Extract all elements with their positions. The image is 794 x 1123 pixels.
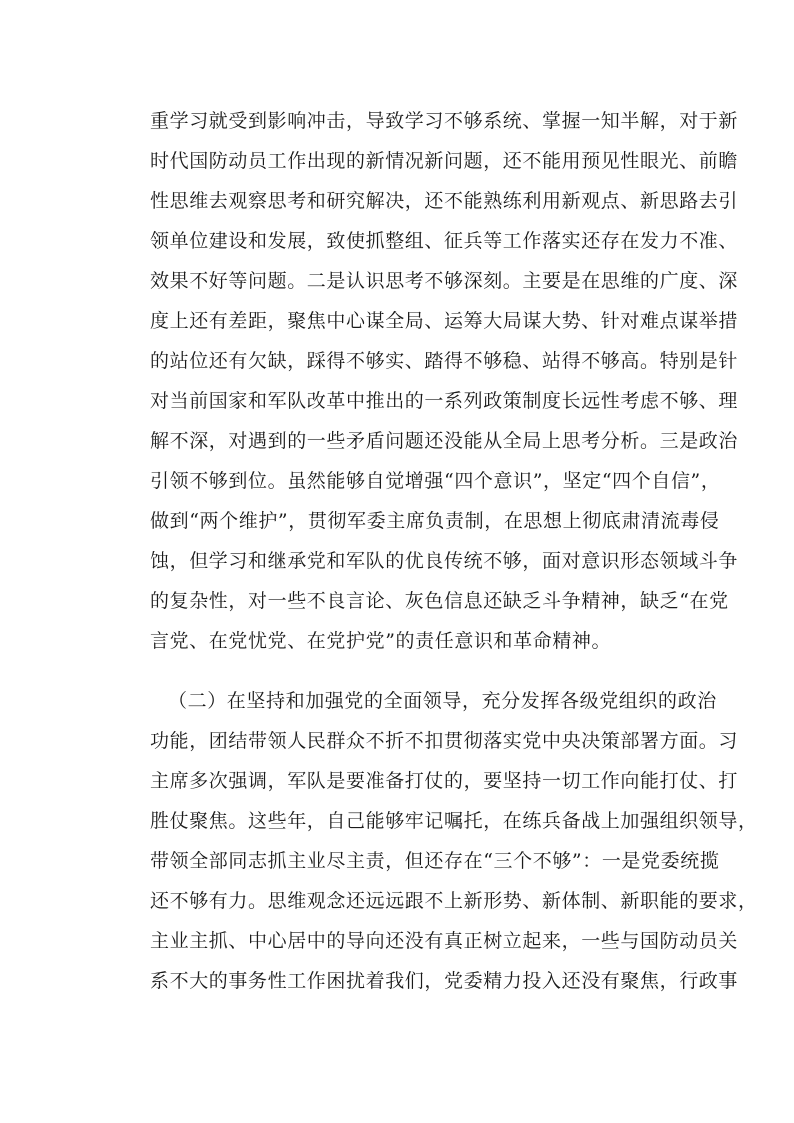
paragraph-line: 主业主抓、中心居中的导向还没有真正树立起来，一些与国防动员关 xyxy=(150,930,739,952)
paragraph-line: 的复杂性，对一些不良言论、灰色信息还缺乏斗争精神，缺乏“在党 xyxy=(150,590,729,612)
paragraph-line: 做到“两个维护”，贯彻军委主席负责制，在思想上彻底肃清流毒侵 xyxy=(150,510,720,532)
paragraph-line: 领单位建设和发展，致使抓整组、征兵等工作落实还存在发力不准、 xyxy=(150,230,739,252)
paragraph-line: 时代国防动员工作出现的新情况新问题，还不能用预见性眼光、前瞻 xyxy=(150,150,739,172)
paragraph-line: 对当前国家和军队改革中推出的一系列政策制度长远性考虑不够、理 xyxy=(150,390,739,412)
paragraph-line: 系不大的事务性工作困扰着我们，党委精力投入还没有聚焦，行政事 xyxy=(150,970,739,992)
paragraph-line: 带领全部同志抓主业尽主责，但还存在“三个不够”：一是党委统揽 xyxy=(150,850,720,872)
paragraph-line: 引领不够到位。虽然能够自觉增强“四个意识”，坚定“四个自信”， xyxy=(150,470,721,492)
paragraph-line: 还不够有力。思维观念还远远跟不上新形势、新体制、新职能的要求， xyxy=(150,890,758,912)
paragraph-line: 蚀，但学习和继承党和军队的优良传统不够，面对意识形态领域斗争 xyxy=(150,550,739,572)
paragraph-line: 主席多次强调，军队是要准备打仗的，要坚持一切工作向能打仗、打 xyxy=(150,770,739,792)
paragraph-line: （二）在坚持和加强党的全面领导，充分发挥各级党组织的政治 xyxy=(168,690,717,712)
paragraph-line: 胜仗聚焦。这些年，自己能够牢记嘱托，在练兵备战上加强组织领导， xyxy=(150,810,758,832)
paragraph-line: 性思维去观察思考和研究解决，还不能熟练利用新观点、新思路去引 xyxy=(150,190,739,212)
paragraph-line: 解不深，对遇到的一些矛盾问题还没能从全局上思考分析。三是政治 xyxy=(150,430,739,452)
paragraph-line: 效果不好等问题。二是认识思考不够深刻。主要是在思维的广度、深 xyxy=(150,270,739,292)
paragraph-line: 言党、在党忧党、在党护党”的责任意识和革命精神。 xyxy=(150,630,612,652)
paragraph-line: 度上还有差距，聚焦中心谋全局、运筹大局谋大势、针对难点谋举措 xyxy=(150,310,739,332)
paragraph-line: 的站位还有欠缺，踩得不够实、踏得不够稳、站得不够高。特别是针 xyxy=(150,350,739,372)
paragraph-line: 重学习就受到影响冲击，导致学习不够系统、掌握一知半解，对于新 xyxy=(150,110,739,132)
paragraph-line: 功能，团结带领人民群众不折不扣贯彻落实党中央决策部署方面。习 xyxy=(150,730,739,752)
